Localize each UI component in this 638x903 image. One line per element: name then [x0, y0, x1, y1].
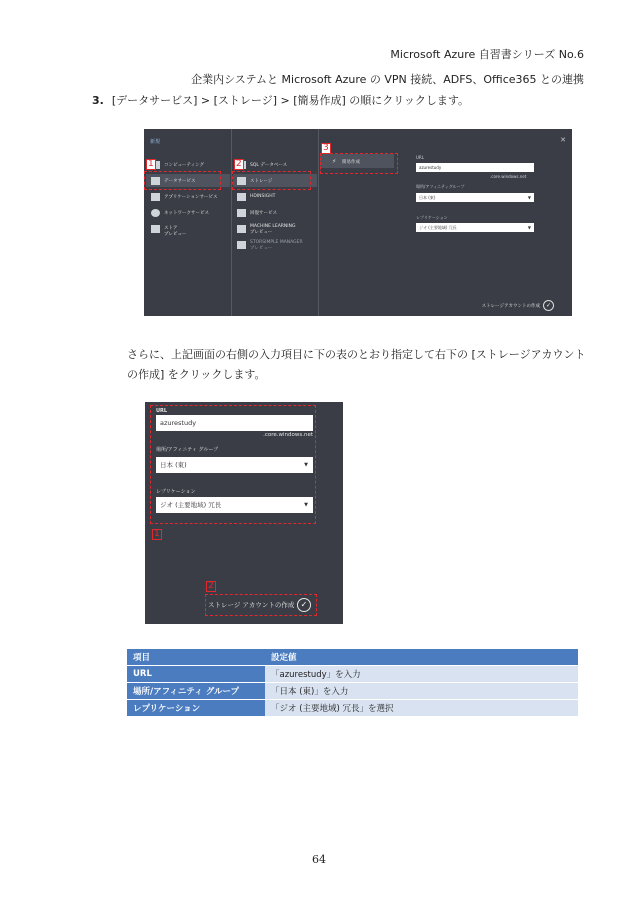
menu-sql-database[interactable]: SQL データベース	[250, 163, 288, 168]
replication-label: レプリケーション	[156, 489, 196, 495]
menu-storage[interactable]: ストレージ	[250, 179, 273, 184]
store-icon	[151, 225, 160, 233]
url-suffix: .core.windows.net	[490, 174, 527, 179]
close-icon[interactable]: ✕	[560, 136, 566, 144]
replication-label: レプリケーション	[416, 215, 448, 220]
url-field[interactable]: azurestudy	[416, 163, 534, 172]
chevron-down-icon: ▼	[527, 195, 531, 200]
location-select[interactable]	[416, 193, 534, 202]
replication-value: ジオ (主要地域) 冗長	[160, 501, 222, 509]
menu-machine-learning[interactable]: MACHINE LEARNING プレビュー	[250, 224, 296, 235]
url-label: URL	[416, 155, 424, 160]
location-label: 場所/アフィニティグループ	[416, 184, 465, 189]
highlight-data-services	[144, 171, 221, 190]
url-suffix: .core.windows.net	[263, 432, 313, 438]
table-cell-key: URL	[127, 666, 265, 683]
column-divider	[318, 129, 319, 316]
step-instruction	[92, 92, 469, 108]
network-icon	[151, 209, 160, 217]
lightning-icon: ⚡	[332, 158, 337, 165]
url-label: URL	[156, 408, 168, 414]
url-field[interactable]: azurestudy	[156, 415, 313, 431]
marker-1: 1	[154, 529, 160, 539]
location-value: 日本 (東)	[419, 195, 436, 200]
location-value: 日本 (東)	[160, 461, 187, 469]
checkmark-icon[interactable]: ✓	[543, 300, 554, 311]
machine-learning-icon	[237, 225, 246, 233]
replication-value: ジオ (主要地域) 冗長	[419, 225, 457, 230]
menu-store[interactable]: ストア プレビュー	[164, 226, 187, 237]
highlight-input-fields	[150, 405, 316, 524]
marker-2: 2	[236, 159, 242, 169]
create-storage-label[interactable]: ストレージアカウントの作成	[481, 304, 540, 309]
highlight-create-button	[205, 594, 317, 616]
create-storage-label[interactable]: ストレージ アカウントの作成	[208, 601, 295, 609]
settings-table	[127, 649, 578, 717]
highlight-quick-create	[320, 153, 398, 174]
table-cell-key: レプリケーション	[127, 700, 265, 717]
table-row	[127, 700, 578, 717]
menu-storsimple[interactable]: STORSIMPLE MANAGER プレビュー	[250, 240, 303, 251]
column-divider	[231, 129, 232, 316]
marker-3: 3	[323, 143, 329, 153]
table-cell-value: 「ジオ (主要地域) 冗長」を選択	[265, 700, 578, 717]
table-header-item: 項目	[127, 649, 265, 666]
header-series-title: Microsoft Azure 自習書シリーズ No.6	[390, 48, 584, 61]
step-number: 3.	[92, 94, 104, 107]
replication-select[interactable]	[416, 223, 534, 232]
table-row	[127, 683, 578, 700]
menu-quick-create[interactable]: 簡易作成	[342, 160, 360, 165]
menu-app-services[interactable]: アプリケーションサービス	[164, 195, 218, 200]
page-number: 64	[312, 853, 326, 866]
chevron-down-icon: ▼	[304, 462, 308, 468]
menu-hdinsight[interactable]: HDINSIGHT	[250, 194, 276, 199]
table-cell-value: 「azurestudy」を入力	[265, 666, 578, 683]
marker-2: 2	[208, 581, 214, 591]
storsimple-icon	[237, 241, 246, 249]
table-cell-key: 場所/アフィニティ グループ	[127, 683, 265, 700]
location-label: 場所/アフィニティ グループ	[156, 447, 219, 453]
menu-recovery[interactable]: 回復サービス	[250, 211, 277, 216]
step-text: [データサービス] > [ストレージ] > [簡易作成] の順にクリックします。	[111, 94, 469, 107]
chevron-down-icon: ▼	[304, 502, 308, 508]
app-services-icon	[151, 193, 160, 201]
highlight-storage	[232, 171, 311, 190]
chevron-down-icon: ▼	[527, 225, 531, 230]
menu-compute[interactable]: コンピューティング	[164, 163, 205, 168]
table-header-value: 設定値	[265, 649, 578, 666]
panel-title: 新規	[150, 139, 161, 145]
menu-data-services[interactable]: データサービス	[164, 179, 196, 184]
checkmark-icon[interactable]: ✓	[297, 598, 311, 612]
instruction-paragraph: さらに、上記画面の右側の入力項目に下の表のとおり指定して右下の [ストレージアカウントの作成] をクリックします。	[127, 348, 586, 381]
header-subtitle: 企業内システムと Microsoft Azure の VPN 接続、ADFS、Office365 との連携	[191, 73, 584, 86]
hdinsight-icon	[237, 193, 246, 201]
marker-1: 1	[148, 159, 154, 169]
table-row	[127, 666, 578, 683]
menu-network-services[interactable]: ネットワークサービス	[164, 211, 209, 216]
recovery-icon	[237, 209, 246, 217]
table-header-row	[127, 649, 578, 666]
table-cell-value: 「日本 (東)」を入力	[265, 683, 578, 700]
